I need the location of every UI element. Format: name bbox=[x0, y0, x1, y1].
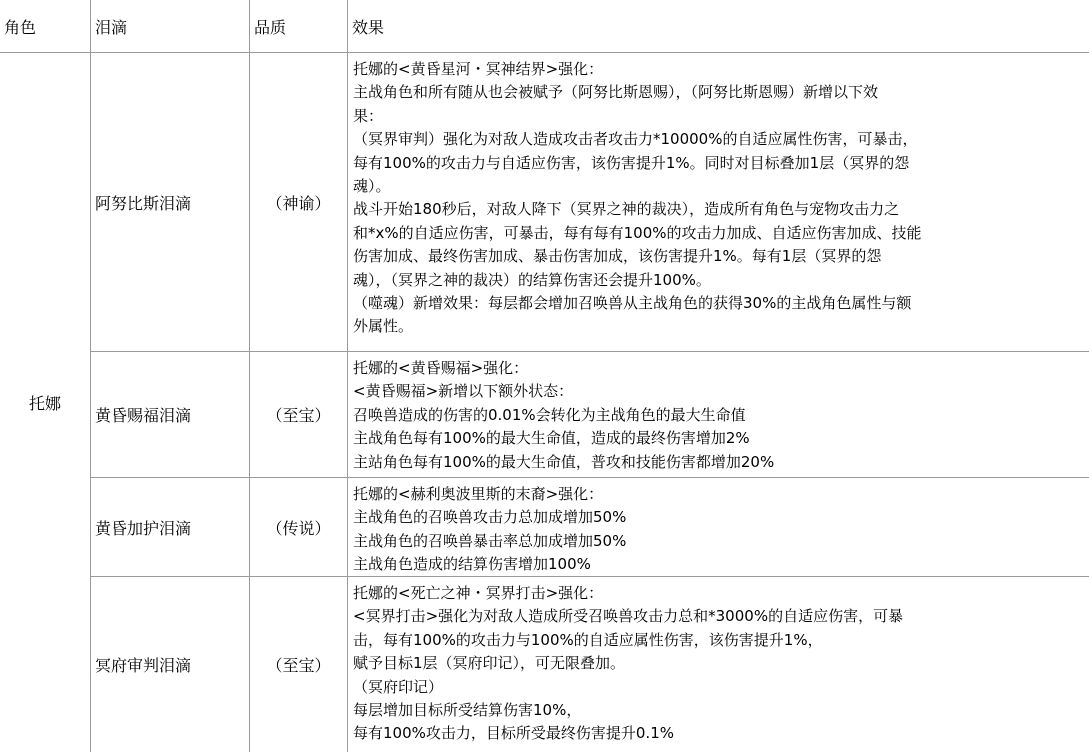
tear-name: 黄昏赐福泪滴 bbox=[95, 406, 192, 425]
header-role: 角色 bbox=[4, 17, 37, 37]
effect-line: 每层增加目标所受结算伤害10%， bbox=[353, 701, 582, 720]
effect-line: 托娜的<黄昏星河・冥神结界>强化： bbox=[353, 60, 604, 78]
effect-line: <黄昏赐福>新增以下额外状态： bbox=[353, 382, 574, 401]
tear-quality: （神谕） bbox=[266, 193, 331, 213]
effect-line: 托娜的<死亡之神・冥界打击>强化： bbox=[353, 584, 604, 602]
tear-effect bbox=[349, 478, 1087, 576]
role-cell: 托娜 bbox=[28, 394, 61, 413]
effect-line: 魂）。 bbox=[353, 177, 391, 196]
effect-line: 托娜的<赫利奥波里斯的末裔>强化： bbox=[353, 485, 604, 503]
effect-line: 果： bbox=[353, 106, 384, 125]
tear-quality: （传说） bbox=[266, 518, 331, 538]
tear-name: 冥府审判泪滴 bbox=[95, 656, 192, 675]
effect-line: 和*x%的自适应伤害，可暴击，每有每有100%的攻击力加成、自适应伤害加成、技能 bbox=[353, 223, 922, 242]
effect-line: 主战角色的召唤兽攻击力总加成增加50% bbox=[353, 508, 627, 527]
column-divider bbox=[347, 0, 348, 752]
effect-line: 主战角色造成的结算伤害增加100% bbox=[353, 555, 591, 574]
effect-line: 召唤兽造成的伤害的0.01%会转化为主战角色的最大生命值 bbox=[353, 405, 746, 424]
effect-line: 魂），（冥界之神的裁决）的结算伤害还会提升100%。 bbox=[353, 270, 711, 289]
effect-line: 伤害加成、最终伤害加成、暴击伤害加成，该伤害提升1%。每有1层（冥界的怨 bbox=[353, 247, 882, 266]
effect-line: （冥界审判）强化为对敌人造成攻击者攻击力*10000%的自适应属性伤害，可暴击， bbox=[353, 130, 918, 149]
tear-name: 阿努比斯泪滴 bbox=[95, 193, 192, 213]
tear-name: 黄昏加护泪滴 bbox=[95, 518, 192, 538]
header-effect: 效果 bbox=[352, 17, 385, 37]
effect-line: （冥府印记） bbox=[353, 677, 444, 696]
effect-line: 主站角色每有100%的最大生命值，普攻和技能伤害都增加20% bbox=[353, 452, 775, 471]
tear-quality: （至宝） bbox=[266, 406, 331, 425]
effect-line: 每有100%的攻击力与自适应伤害，该伤害提升1%。同时对目标叠加1层（冥界的怨 bbox=[353, 153, 910, 172]
effect-line: 托娜的<黄昏赐福>强化： bbox=[353, 359, 529, 377]
header-tear: 泪滴 bbox=[95, 17, 128, 37]
tear-effect bbox=[349, 53, 1087, 351]
effect-line: 每有100%攻击力，目标所受最终伤害提升0.1% bbox=[353, 724, 674, 743]
effect-line: 外属性。 bbox=[353, 317, 414, 336]
effect-line: 击，每有100%的攻击力与100%的自适应属性伤害，该伤害提升1%， bbox=[353, 630, 823, 649]
header-quality: 品质 bbox=[254, 17, 287, 37]
effect-line: 主战角色和所有随从也会被赋予（阿努比斯恩赐），（阿努比斯恩赐）新增以下效 bbox=[353, 83, 879, 102]
effect-line: 主战角色的召唤兽暴击率总加成增加50% bbox=[353, 531, 627, 550]
effect-line: 赋予目标1层（冥府印记），可无限叠加。 bbox=[353, 654, 626, 673]
tear-effect bbox=[349, 352, 1087, 477]
tear-quality: （至宝） bbox=[266, 656, 331, 675]
effect-line: <冥界打击>强化为对敌人造成所受召唤兽攻击力总和*3000%的自适应伤害，可暴 bbox=[353, 607, 904, 626]
effect-line: （噬魂）新增效果：每层都会增加召唤兽从主战角色的获得30%的主战角色属性与额 bbox=[353, 294, 912, 313]
effect-line: 主战角色每有100%的最大生命值，造成的最终伤害增加2% bbox=[353, 429, 750, 448]
effect-line: 战斗开始180秒后，对敌人降下（冥界之神的裁决），造成所有角色与宠物攻击力之 bbox=[353, 200, 900, 219]
tear-effect bbox=[349, 577, 1087, 752]
